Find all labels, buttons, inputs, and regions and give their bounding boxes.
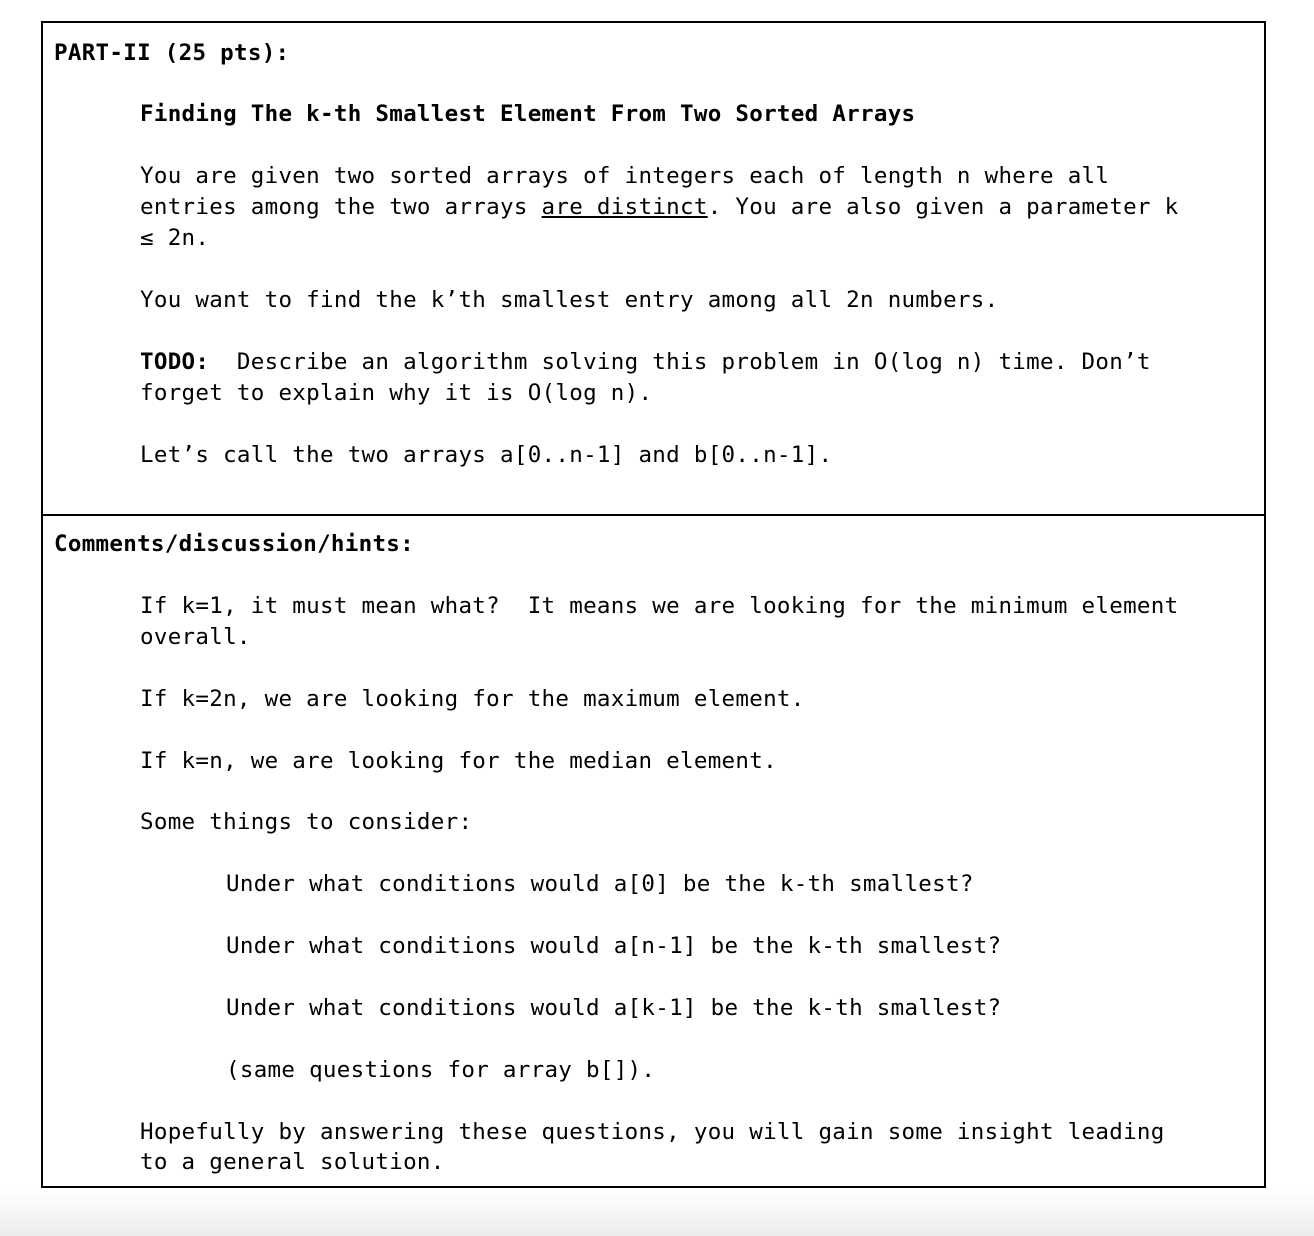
question-3: Under what conditions would a[k-1] be the k-th smallest? — [226, 995, 1002, 1021]
problem-section — [43, 23, 1264, 516]
todo-text: Describe an algorithm solving this problem in O(log n) time. Don’t — [209, 349, 1151, 375]
todo-line-2: forget to explain why it is O(log n). — [140, 380, 653, 406]
hint-2: If k=2n, we are looking for the maximum element. — [140, 686, 805, 712]
hint-3: If k=n, we are looking for the median element. — [140, 748, 777, 774]
window-bottom-edge — [0, 1190, 1314, 1236]
hint-1-line-1: If k=1, it must mean what? It means we are looking for the minimum element — [140, 593, 1179, 619]
problem-statement-line-3: ≤ 2n. — [140, 225, 210, 251]
problem-title: Finding The k-th Smallest Element From Two Sorted Arrays — [140, 101, 916, 127]
array-naming: Let’s call the two arrays a[0..n-1] and b[0..n-1]. — [140, 442, 833, 468]
problem-statement-line-1: You are given two sorted arrays of integers each of length n where all — [140, 163, 1110, 189]
comments-section — [43, 514, 1264, 1186]
question-1: Under what conditions would a[0] be the k-th smallest? — [226, 871, 974, 897]
hint-1-line-2: overall. — [140, 624, 251, 650]
goal-statement: You want to find the k’th smallest entry among all 2n numbers. — [140, 287, 999, 313]
part-heading: PART-II (25 pts): — [54, 40, 290, 66]
todo-line-1 — [140, 347, 1151, 378]
document-frame — [41, 21, 1266, 1188]
statement-text: entries among the two arrays — [140, 194, 542, 220]
statement-text: . You are also given a parameter k — [707, 194, 1179, 220]
question-2: Under what conditions would a[n-1] be the k-th smallest? — [226, 933, 1002, 959]
distinct-emphasis: are distinct — [541, 194, 708, 220]
comments-heading: Comments/discussion/hints: — [54, 531, 414, 557]
problem-statement-line-2 — [140, 192, 1178, 223]
todo-label: TODO: — [140, 349, 210, 375]
closing-line-1: Hopefully by answering these questions, you will gain some insight leading — [140, 1119, 1165, 1145]
closing-line-2: to a general solution. — [140, 1149, 445, 1175]
consider-intro: Some things to consider: — [140, 809, 473, 835]
question-4: (same questions for array b[]). — [226, 1057, 656, 1083]
